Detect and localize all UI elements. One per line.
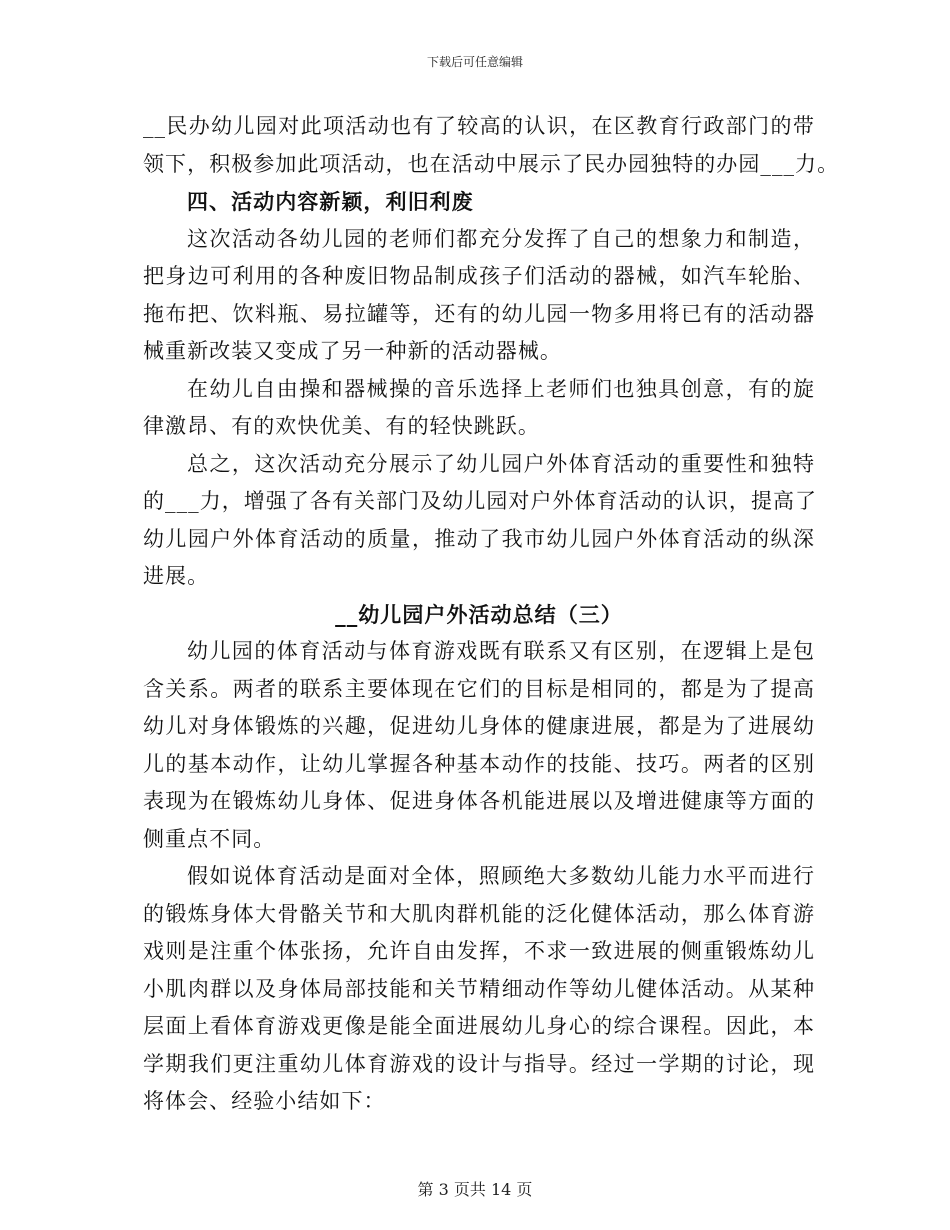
text-line: 这次活动各幼儿园的老师们都充分发挥了自己的想象力和制造， [187, 226, 815, 251]
page-header-note: 下载后可任意编辑 [426, 55, 523, 69]
text-line: __民办幼儿园对此项活动也有了较高的认识，在区教育行政部门的带 [143, 114, 815, 138]
text-line: 幼儿园的体育活动与体育游戏既有联系又有区别，在逻辑上是包 [187, 639, 815, 663]
text-line: 的锻炼身体大骨骼关节和大肌肉群机能的泛化健体活动，那么体育游 [143, 901, 815, 926]
document-body [143, 108, 840, 1121]
text-line: 儿的基本动作，让幼儿掌握各种基本动作的技能、技巧。两者的区别 [143, 751, 815, 776]
text-line: 戏则是注重个体张扬，允许自由发挥，不求一致进展的侧重锻炼幼儿 [143, 939, 815, 963]
paragraph [143, 371, 815, 446]
text-line: 层面上看体育游戏更像是能全面进展幼儿身心的综合课程。因此，本 [143, 1014, 815, 1038]
text-line: 的___力，增强了各有关部门及幼儿园对户外体育活动的认识，提高了 [143, 489, 818, 513]
text-line: 幼儿园户外体育活动的质量，推动了我市幼儿园户外体育活动的纵深 [143, 526, 815, 551]
text-line: 律激昂、有的欢快优美、有的轻快跳跃。 [143, 414, 540, 438]
text-line: 假如说体育活动是面对全体，照顾绝大多数幼儿能力水平而进行 [187, 864, 815, 888]
text-line: 拖布把、饮料瓶、易拉罐等，还有的幼儿园一物多用将已有的活动器 [143, 301, 815, 326]
paragraph [143, 446, 818, 596]
text-line: 总之，这次活动充分展示了幼儿园户外体育活动的重要性和独特 [187, 451, 815, 476]
text-line: 进展。 [143, 564, 210, 588]
text-line: 小肌肉群以及身体局部技能和关节精细动作等幼儿健体活动。从某种 [143, 976, 815, 1001]
text-line: 学期我们更注重幼儿体育游戏的设计与指导。经过一学期的讨论，现 [143, 1051, 815, 1076]
paragraph [143, 221, 815, 371]
text-line: 领下，积极参加此项活动，也在活动中展示了民办园独特的办园___力。 [143, 151, 840, 176]
text-line: 将体会、经验小结如下： [143, 1089, 386, 1113]
section-title: __幼儿园户外活动总结（三） [335, 601, 623, 627]
paragraph [143, 633, 815, 858]
paragraph [143, 858, 815, 1121]
text-line: 侧重点不同。 [143, 826, 276, 851]
text-line: 在幼儿自由操和器械操的音乐选择上老师们也独具创意，有的旋 [187, 376, 815, 401]
page-number: 第 3 页共 14 页 [417, 1180, 533, 1199]
text-line: 把身边可利用的各种废旧物品制成孩子们活动的器械，如汽车轮胎、 [143, 264, 815, 288]
paragraph [143, 108, 840, 183]
text-line: 表现为在锻炼幼儿身体、促进身体各机能进展以及增进健康等方面的 [143, 789, 815, 813]
section-heading: 四、活动内容新颖，利旧利废 [187, 189, 474, 214]
text-line: 幼儿对身体锻炼的兴趣，促进幼儿身体的健康进展，都是为了进展幼 [143, 714, 815, 738]
text-line: 械重新改装又变成了另一种新的活动器械。 [143, 339, 562, 363]
text-line: 含关系。两者的联系主要体现在它们的目标是相同的，都是为了提高 [143, 676, 815, 701]
